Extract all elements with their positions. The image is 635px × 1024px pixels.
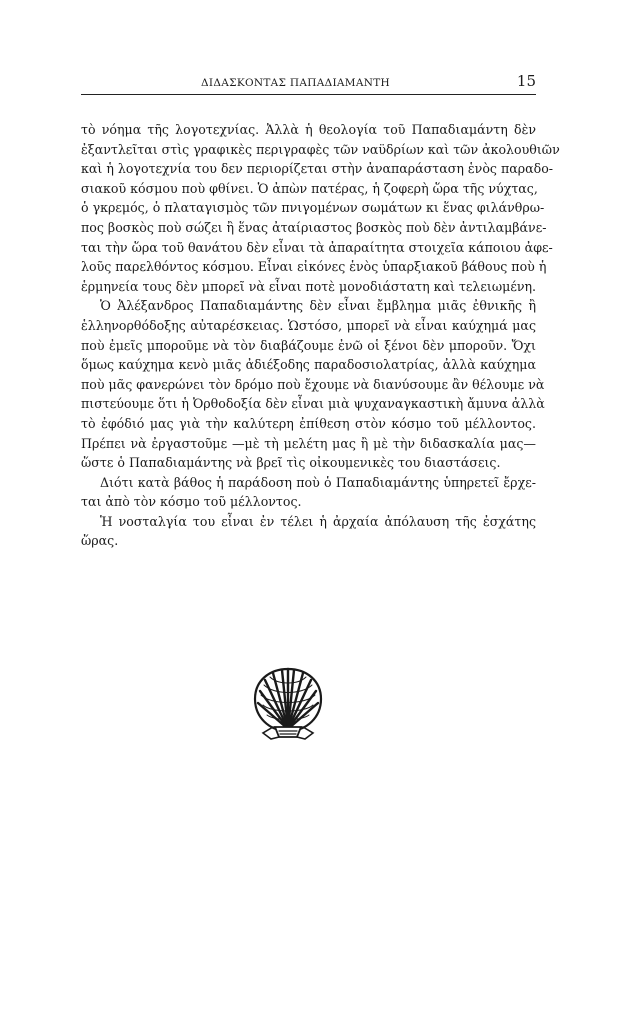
text-line: Ὁ Ἀλέξανδρος Παπαδιαμάντης δὲν εἶναι ἔμβλημα μιᾶς ἐθνικῆς ἢ (100, 298, 536, 314)
body-text (81, 120, 560, 551)
page-number: 15 (516, 72, 536, 90)
text-line: ται τὴν ὥρα τοῦ θανάτου δὲν εἶναι τὰ ἀπαραίτητα στοιχεῖα κάποιου ἀφε- (81, 239, 553, 255)
text-line: τὸ ἐφόδιό μας γιὰ τὴν καλύτερη ἐπίθεση στὸν κόσμο τοῦ μέλλοντος. (81, 415, 536, 431)
running-title: ΔΙΔΑΣΚΟΝΤΑΣ ΠΑΠΑΔΙΑΜΑΝΤΗ (201, 77, 390, 89)
text-line: ἑλληνορθόδοξης αὐταρέσκειας. Ὡστόσο, μπορεῖ νὰ εἶναι καύχημά μας (81, 317, 536, 333)
text-line: ποὺ μᾶς φανερώνει τὸν δρόμο ποὺ ἔχουμε νὰ διανύσουμε ἂν θέλουμε νὰ (81, 376, 545, 392)
paragraph (81, 120, 560, 296)
scallop-shell-icon (249, 665, 327, 745)
text-line: ποὺ ἐμεῖς μποροῦμε νὰ τὸν διαβάζουμε ἐνῶ οἱ ξένοι δὲν μποροῦν. Ὄχι (81, 337, 536, 353)
paragraph (81, 296, 545, 472)
text-line: λοῦς παρελθόντος κόσμου. Εἶναι εἰκόνες ἑνὸς ὑπαρξιακοῦ βάθους ποὺ ἡ (81, 259, 547, 275)
text-line: πος βοσκὸς ποὺ σώζει ἢ ἕνας ἀταίριαστος βοσκὸς ποὺ δὲν ἀντιλαμβάνε- (81, 219, 547, 235)
text-line: ὥρας. (81, 533, 119, 549)
text-line: ἑρμηνεία τους δὲν μπορεῖ νὰ εἶναι ποτὲ μονοδιάστατη καὶ τελειωμένη. (81, 278, 537, 294)
text-line: ἐξαντλεῖται στὶς γραφικὲς περιγραφὲς τῶν ναϋδρίων καὶ τῶν ἀκολουθιῶν (81, 141, 560, 157)
text-line: τὸ νόημα τῆς λογοτεχνίας. Ἀλλὰ ἡ θεολογία τοῦ Παπαδιαμάντη δὲν (81, 122, 536, 137)
text-line: Ἡ νοσταλγία του εἶναι ἐν τέλει ἡ ἀρχαία ἀπόλαυση τῆς ἐσχάτης (100, 513, 536, 529)
text-line: σιακοῦ κόσμου ποὺ φθίνει. Ὁ ἀπὼν πατέρας, ἡ ζοφερὴ ὥρα τῆς νύχτας, (81, 180, 538, 196)
text-line: πιστεύουμε ὅτι ἡ Ὀρθοδοξία δὲν εἶναι μιὰ ψυχαναγκαστικὴ ἄμυνα ἀλλὰ (81, 396, 545, 412)
text-line: ὥστε ὁ Παπαδιαμάντης νὰ βρεῖ τὶς οἰκουμενικὲς του διαστάσεις. (81, 455, 501, 471)
paragraph (81, 512, 536, 551)
text-line: Διότι κατὰ βάθος ἡ παράδοση ποὺ ὁ Παπαδιαμάντης ὑπηρετεῖ ἔρχε- (100, 474, 536, 490)
text-line: ὁ γκρεμός, ὁ πλαταγισμὸς τῶν πνιγομένων σωμάτων κι ἕνας φιλάνθρω- (81, 200, 545, 216)
text-line: ται ἀπὸ τὸν κόσμο τοῦ μέλλοντος. (81, 494, 302, 510)
paragraph (81, 473, 536, 512)
running-header (81, 74, 536, 95)
text-line: ὅμως καύχημα κενὸ μιᾶς ἀδιέξοδης παραδοσιολατρίας, ἀλλὰ καύχημα (81, 357, 536, 373)
text-line: Πρέπει νὰ ἐργαστοῦμε —μὲ τὴ μελέτη μας ἢ μὲ τὴν διδασκαλία μας— (81, 435, 536, 451)
text-line: καὶ ἡ λογοτεχνία του δεν περιορίζεται στὴν ἀναπαράσταση ἑνὸς παραδο- (81, 161, 554, 177)
